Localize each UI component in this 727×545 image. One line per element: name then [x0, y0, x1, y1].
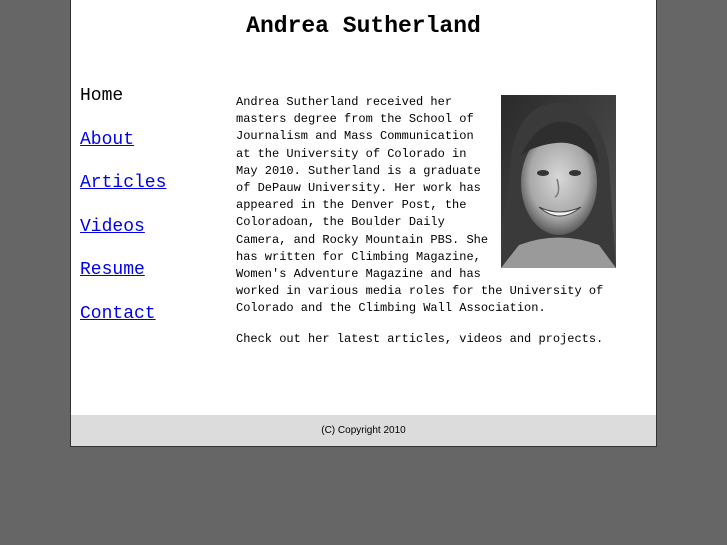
site-title: Andrea Sutherland [246, 13, 481, 39]
portrait-photo [501, 95, 616, 268]
nav-videos[interactable]: Videos [80, 216, 145, 237]
nav-home[interactable]: Home [80, 86, 124, 106]
main-nav [80, 86, 230, 348]
copyright-text: (C) Copyright 2010 [321, 425, 406, 436]
footer [71, 415, 656, 446]
nav-contact[interactable]: Contact [80, 303, 156, 324]
bio-text: Andrea Sutherland received her masters degree from the School of Journalism and Mass Communication at the University of Colorado in May 2010. Sutherland is a graduate of DePauw University. Her work has appeared in the Denver Post, the Coloradoan, the Boulder Daily Camera, and Rocky Mountain PBS. She has written for Climbing Magazine, Women's Adventure Magazine and has worked in various media roles for the University of Colorado and the Climbing Wall Association. [236, 95, 604, 316]
page-container [70, 0, 657, 447]
nav-articles[interactable]: Articles [80, 173, 167, 194]
call-to-action-text: Check out her latest articles, videos and projects. [236, 331, 604, 346]
main-content [236, 94, 616, 348]
nav-about[interactable]: About [80, 129, 135, 150]
nav-resume[interactable]: Resume [80, 260, 145, 281]
portrait-photo-icon [501, 95, 616, 268]
